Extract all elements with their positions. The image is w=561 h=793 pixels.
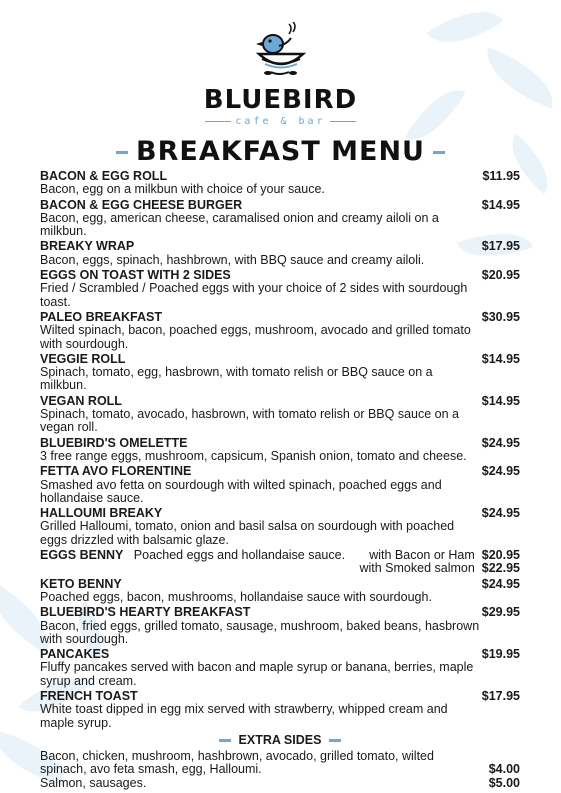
menu-item-desc: Spinach, tomato, egg, hasbrown, with tomato relish or BBQ sauce on a milkbun. (40, 365, 433, 393)
extra-side-desc: Bacon, chicken, mushroom, hashbrown, avocado, grilled tomato, wilted spinach, avo feta smash, egg, Halloumi. (40, 749, 434, 777)
menu-item-price: $20.95 (481, 268, 520, 283)
bird-nest-icon (249, 22, 313, 78)
menu-item (40, 240, 520, 267)
menu-item-desc: Poached eggs and hollandaise sauce. (133, 548, 346, 563)
menu-item-price: $24.95 (481, 435, 520, 450)
extra-side-row (40, 777, 520, 790)
extra-side-desc: Salmon, sausages. (40, 775, 147, 790)
benny-price: $22.95 (481, 561, 520, 576)
menu-item-price: $17.95 (481, 239, 520, 254)
menu-item-price: $17.95 (481, 688, 520, 703)
menu-item-name: FETTA AVO FLORENTINE (40, 464, 192, 479)
menu-item-desc: Bacon, fried eggs, grilled tomato, sausage, mushroom, baked beans, hasbrown with sourdough. (40, 618, 480, 646)
menu-item-desc: Bacon, egg on a milkbun with choice of your sauce. (40, 182, 325, 197)
menu-item (40, 170, 520, 197)
menu-item-price: $11.95 (482, 169, 520, 183)
menu-item-desc: Smashed avo fetta on sourdough with wilted spinach, poached eggs and hollandaise sauce. (40, 477, 442, 505)
menu-item-desc: Poached eggs, bacon, mushrooms, hollandaise sauce with sourdough. (40, 589, 432, 604)
menu-item-price: $19.95 (481, 647, 520, 662)
menu-item (40, 690, 520, 730)
menu-item-desc: Bacon, egg, american cheese, caramalised onion and creamy ailoli on a milkbun. (40, 210, 439, 239)
menu-item-name: VEGAN ROLL (40, 393, 122, 408)
menu-item (40, 311, 520, 351)
extra-side-row (40, 750, 520, 777)
menu-item-desc: Fluffy pancakes served with bacon and maple syrup or banana, berries, maple syrup and cream. (40, 660, 474, 688)
menu-item-name: BLUEBIRD'S HEARTY BREAKFAST (40, 605, 251, 620)
menu-item-name: KETO BENNY (40, 576, 122, 591)
menu-item-desc: 3 free range eggs, mushroom, capsicum, Spanish onion, tomato and cheese. (40, 448, 467, 463)
extra-sides-heading: EXTRA SIDES (40, 734, 520, 747)
menu-item-desc: Spinach, tomato, avocado, hasbrown, with tomato relish or BBQ sauce on a vegan roll. (40, 407, 459, 435)
benny-option: with Smoked salmon (359, 561, 475, 576)
menu-item (40, 507, 520, 547)
menu-item (40, 199, 520, 239)
menu-item-desc: Grilled Halloumi, tomato, onion and basil salsa on sourdough with poached eggs drizzled with balsamic glaze. (40, 519, 455, 547)
menu-item-name: VEGGIE ROLL (40, 351, 126, 366)
menu-item-name: BACON & EGG ROLL (40, 169, 168, 183)
menu-item-desc: White toast dipped in egg mix served with strawberry, whipped cream and maple syrup. (40, 702, 448, 730)
menu-item (40, 648, 520, 688)
menu-item-name: FRENCH TOAST (40, 688, 138, 703)
brand-name: BLUEBIRD (203, 85, 358, 115)
menu-item-name: PALEO BREAKFAST (40, 309, 162, 324)
menu-item-price: $24.95 (481, 576, 520, 591)
menu-item (40, 395, 520, 435)
menu-item-desc: Fried / Scrambled / Poached eggs with your choice of 2 sides with sourdough toast. (40, 281, 468, 309)
menu-item-price: $14.95 (481, 351, 520, 366)
menu-item-price: $14.95 (481, 197, 520, 212)
logo (0, 22, 561, 127)
menu-item-price: $24.95 (481, 464, 520, 479)
menu-item-name: EGGS ON TOAST WITH 2 SIDES (40, 268, 231, 283)
menu-item (40, 606, 520, 646)
benny-option: with Bacon or Ham (369, 548, 475, 563)
brand-tagline: cafe & bar (0, 116, 561, 127)
menu-item-price: $24.95 (481, 506, 520, 521)
menu-item (40, 437, 520, 464)
menu-item-desc: Wilted spinach, bacon, poached eggs, mushroom, avocado and grilled tomato with sourdough. (40, 323, 471, 351)
extra-side-price: $5.00 (488, 775, 520, 790)
menu-item (40, 465, 520, 505)
menu-title: BREAKFAST MENU (0, 136, 561, 167)
menu-item-name: BACON & EGG CHEESE BURGER (40, 197, 243, 212)
menu-item (40, 353, 520, 393)
menu-item (40, 578, 520, 605)
menu-item-price: $30.95 (481, 309, 520, 324)
menu-item-price: $29.95 (481, 605, 520, 620)
menu-list (40, 170, 520, 790)
menu-item-eggs-benny (40, 549, 520, 576)
menu-item-name: HALLOUMI BREAKY (40, 506, 163, 521)
menu-item-price: $14.95 (481, 393, 520, 408)
menu-item-desc: Bacon, eggs, spinach, hashbrown, with BBQ sauce and creamy ailoli. (40, 252, 425, 267)
extra-side-price: $4.00 (488, 762, 520, 777)
benny-price: $20.95 (481, 548, 520, 563)
menu-item-name: PANCAKES (40, 647, 110, 662)
menu-item-name: EGGS BENNY (40, 548, 124, 563)
menu-item-name: BREAKY WRAP (40, 239, 135, 254)
menu-item (40, 269, 520, 309)
menu-item-name: BLUEBIRD'S OMELETTE (40, 435, 188, 450)
